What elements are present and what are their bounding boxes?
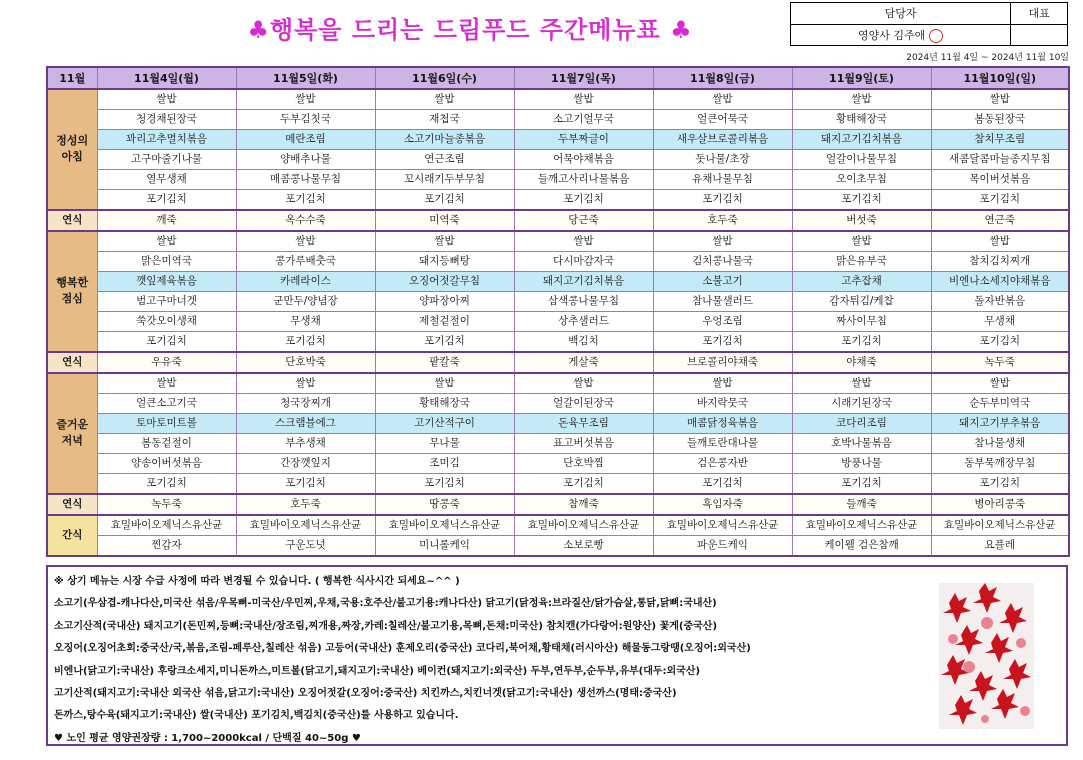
menu-item: 포기김치 bbox=[97, 331, 236, 352]
menu-item: 쌀밥 bbox=[653, 89, 792, 110]
menu-item: 쌀밥 bbox=[375, 373, 514, 394]
breakfast-soft-food-row bbox=[47, 210, 1069, 231]
menu-item: 무나물 bbox=[375, 433, 514, 453]
menu-item: 쌀밥 bbox=[236, 231, 375, 252]
soft-food-item: 땅콩죽 bbox=[375, 494, 514, 515]
menu-item: 열무생채 bbox=[97, 169, 236, 189]
menu-item: 돗나물/초장 bbox=[653, 149, 792, 169]
breakfast-label bbox=[47, 89, 97, 210]
menu-item: 비엔나소세지야채볶음 bbox=[931, 271, 1069, 291]
snack-item: 미니롤케익 bbox=[375, 535, 514, 556]
dinner-soft-food-row bbox=[47, 494, 1069, 515]
menu-item: 맑은미역국 bbox=[97, 251, 236, 271]
menu-item: 고기산적구이 bbox=[375, 413, 514, 433]
menu-item: 새우살브로콜리볶음 bbox=[653, 129, 792, 149]
menu-item: 제철겉절이 bbox=[375, 311, 514, 331]
lunch-row bbox=[47, 311, 1069, 331]
menu-item: 소불고기 bbox=[653, 271, 792, 291]
note-line: 소고기산적(국내산) 돼지고기(돈민찌,등뼈:국내산/장조림,찌개용,짜장,카레:칠레산/불고기용,목뼈,돈채:미국산) 참치캔(가다랑어:원양산) 꽃게(중국산) bbox=[54, 620, 718, 632]
menu-header-row bbox=[47, 67, 1069, 89]
menu-item: 양송이버섯볶음 bbox=[97, 453, 236, 473]
menu-item: 바지락뭇국 bbox=[653, 393, 792, 413]
note-line: 소고기(우삼겹-캐나다산,미국산 섞음/우목뼈-미국산/우민찌,우채,국용:호주산/불고기용:캐나다산) 닭고기(닭정육:브라질산/닭가슴살,통닭,닭뼈:국내산) bbox=[54, 598, 717, 610]
menu-item: 쌀밥 bbox=[97, 89, 236, 110]
day-header: 11월10일(일) bbox=[931, 67, 1069, 89]
dinner-row bbox=[47, 453, 1069, 473]
menu-item: 포기김치 bbox=[792, 331, 931, 352]
breakfast-label-line1: 정성의 bbox=[56, 134, 89, 148]
menu-item: 쌀밥 bbox=[792, 89, 931, 110]
menu-item: 목이버섯볶음 bbox=[931, 169, 1069, 189]
snack-item: 효밀바이오제닉스유산균 bbox=[375, 515, 514, 536]
maple-leaves-image bbox=[939, 583, 1034, 729]
menu-item: 카레라이스 bbox=[236, 271, 375, 291]
menu-item: 메란조림 bbox=[236, 129, 375, 149]
soft-food-label: 연식 bbox=[47, 210, 97, 231]
menu-item: 돼지고기김치볶음 bbox=[514, 271, 653, 291]
menu-item: 포기김치 bbox=[931, 331, 1069, 352]
menu-item: 조미김 bbox=[375, 453, 514, 473]
menu-item: 청경채된장국 bbox=[97, 110, 236, 130]
soft-food-item: 팥칼죽 bbox=[375, 352, 514, 373]
menu-item: 부추생채 bbox=[236, 433, 375, 453]
menu-item: 포기김치 bbox=[514, 473, 653, 494]
menu-item: 김치콩나물국 bbox=[653, 251, 792, 271]
dinner-row bbox=[47, 473, 1069, 494]
menu-item: 두부김칫국 bbox=[236, 110, 375, 130]
breakfast-row bbox=[47, 189, 1069, 210]
day-header: 11월4일(월) bbox=[97, 67, 236, 89]
soft-food-item: 들깨죽 bbox=[792, 494, 931, 515]
menu-item: 호박나물볶음 bbox=[792, 433, 931, 453]
menu-item: 재첩국 bbox=[375, 110, 514, 130]
menu-item: 코다리조림 bbox=[792, 413, 931, 433]
menu-item: 포기김치 bbox=[792, 473, 931, 494]
menu-item: 쌀밥 bbox=[792, 373, 931, 394]
approval-header-staff: 담당자 bbox=[791, 3, 1011, 25]
note-line: ※ 상기 메뉴는 시장 수급 사정에 따라 변경될 수 있습니다. ( 행복한 식사시간 되세요~^^ ) bbox=[54, 576, 460, 587]
day-header: 11월9일(토) bbox=[792, 67, 931, 89]
day-header: 11월5일(화) bbox=[236, 67, 375, 89]
soft-food-label: 연식 bbox=[47, 494, 97, 515]
menu-item: 쌀밥 bbox=[792, 231, 931, 252]
menu-item: 포기김치 bbox=[514, 189, 653, 210]
soft-food-item: 브로콜리야채죽 bbox=[653, 352, 792, 373]
menu-item: 봄동된장국 bbox=[931, 110, 1069, 130]
menu-item: 포기김치 bbox=[375, 473, 514, 494]
dinner-label bbox=[47, 373, 97, 494]
menu-item: 포기김치 bbox=[931, 189, 1069, 210]
soft-food-item: 녹두죽 bbox=[97, 494, 236, 515]
soft-food-item: 호두죽 bbox=[653, 210, 792, 231]
menu-item: 상추샐러드 bbox=[514, 311, 653, 331]
snack-item: 구운도넛 bbox=[236, 535, 375, 556]
menu-item: 포기김치 bbox=[236, 189, 375, 210]
breakfast-row bbox=[47, 110, 1069, 130]
menu-item: 참나물생채 bbox=[931, 433, 1069, 453]
menu-item: 다시마감자국 bbox=[514, 251, 653, 271]
seal-stamp-icon bbox=[929, 29, 943, 43]
soft-food-item: 흑임자죽 bbox=[653, 494, 792, 515]
breakfast-label-line2: 아침 bbox=[61, 150, 83, 164]
soft-food-item: 우유죽 bbox=[97, 352, 236, 373]
lunch-row bbox=[47, 231, 1069, 252]
menu-item: 새콤달콤마늘종지무침 bbox=[931, 149, 1069, 169]
menu-item: 소고기얼무국 bbox=[514, 110, 653, 130]
menu-item: 콩가루배춧국 bbox=[236, 251, 375, 271]
menu-item: 고구마줄기나물 bbox=[97, 149, 236, 169]
menu-item: 표고버섯볶음 bbox=[514, 433, 653, 453]
menu-item: 매콤콩나물무침 bbox=[236, 169, 375, 189]
note-line: 오징어(오징어초회:중국산/국,볶음,조림-페루산,칠레산 섞음) 고등어(국내산) 훈제오리(중국산) 코다리,북어채,황태채(러시아산) 해물동그랑땡(오징어:외국산) bbox=[54, 643, 751, 655]
dinner-row bbox=[47, 433, 1069, 453]
snack-row bbox=[47, 535, 1069, 556]
menu-item: 봄동겉절이 bbox=[97, 433, 236, 453]
menu-item: 포기김치 bbox=[653, 189, 792, 210]
menu-item: 깻잎제육볶음 bbox=[97, 271, 236, 291]
menu-item: 들깨토란대나물 bbox=[653, 433, 792, 453]
snack-item: 요플레 bbox=[931, 535, 1069, 556]
menu-item: 참치김치찌개 bbox=[931, 251, 1069, 271]
menu-item: 군만두/양념장 bbox=[236, 291, 375, 311]
menu-item: 쌀밥 bbox=[653, 231, 792, 252]
date-range: 2024년 11월 4일 ~ 2024년 11월 10일 bbox=[906, 53, 1069, 63]
snack-item: 효밀바이오제닉스유산균 bbox=[97, 515, 236, 536]
menu-item: 쌀밥 bbox=[931, 373, 1069, 394]
menu-item: 우엉조림 bbox=[653, 311, 792, 331]
notes-box bbox=[46, 565, 1068, 746]
dinner-row bbox=[47, 413, 1069, 433]
menu-item: 포기김치 bbox=[375, 331, 514, 352]
menu-item: 쌀밥 bbox=[514, 231, 653, 252]
breakfast-row bbox=[47, 89, 1069, 110]
menu-item: 오이초무침 bbox=[792, 169, 931, 189]
menu-item: 포기김치 bbox=[792, 189, 931, 210]
menu-item: 포기김치 bbox=[236, 473, 375, 494]
menu-item: 포기김치 bbox=[236, 331, 375, 352]
soft-food-item: 단호박죽 bbox=[236, 352, 375, 373]
menu-item: 검은콩자반 bbox=[653, 453, 792, 473]
approval-ceo-cell bbox=[1011, 24, 1068, 46]
soft-food-item: 미역죽 bbox=[375, 210, 514, 231]
menu-item: 돼지고기부추볶음 bbox=[931, 413, 1069, 433]
dietitian-name: 영양사 김주애 bbox=[857, 28, 926, 42]
note-line: 돈까스,탕수육(돼지고기:국내산) 쌀(국내산) 포기김치,백김치(중국산)를 사용하고 있습니다. bbox=[54, 710, 459, 722]
soft-food-item: 연근죽 bbox=[931, 210, 1069, 231]
menu-item: 쌀밥 bbox=[514, 89, 653, 110]
menu-item: 간장깻잎지 bbox=[236, 453, 375, 473]
lunch-row bbox=[47, 271, 1069, 291]
menu-item: 쌀밥 bbox=[653, 373, 792, 394]
menu-item: 오징어젓갈무침 bbox=[375, 271, 514, 291]
lunch-label bbox=[47, 231, 97, 352]
menu-item: 양배추나물 bbox=[236, 149, 375, 169]
lunch-row bbox=[47, 291, 1069, 311]
snack-item: 효밀바이오제닉스유산균 bbox=[792, 515, 931, 536]
menu-item: 짜사이무침 bbox=[792, 311, 931, 331]
menu-item: 시래기된장국 bbox=[792, 393, 931, 413]
snack-label: 간식 bbox=[47, 515, 97, 556]
note-line: 고기산적(돼지고기:국내산 외국산 섞음,닭고기:국내산) 오징어젓갈(오징어:중국산) 치킨까스,치킨너겟(닭고기:국내산) 생선까스(명태:중국산) bbox=[54, 688, 677, 700]
lunch-label-line2: 점심 bbox=[61, 292, 83, 306]
snack-item: 효밀바이오제닉스유산균 bbox=[931, 515, 1069, 536]
day-header: 11월7일(목) bbox=[514, 67, 653, 89]
soft-food-item: 당근죽 bbox=[514, 210, 653, 231]
menu-item: 쌀밥 bbox=[236, 373, 375, 394]
month-header: 11월 bbox=[47, 67, 97, 89]
menu-item: 방풍나물 bbox=[792, 453, 931, 473]
menu-item: 쌀밥 bbox=[514, 373, 653, 394]
menu-item: 쌀밥 bbox=[931, 231, 1069, 252]
approval-header-ceo: 대표 bbox=[1011, 3, 1068, 25]
breakfast-row bbox=[47, 169, 1069, 189]
dinner-row bbox=[47, 393, 1069, 413]
approval-box bbox=[790, 2, 1068, 46]
menu-item: 맑은유부국 bbox=[792, 251, 931, 271]
menu-item: 소고기마늘종볶음 bbox=[375, 129, 514, 149]
menu-item: 포기김치 bbox=[375, 189, 514, 210]
snack-item: 효밀바이오제닉스유산균 bbox=[653, 515, 792, 536]
menu-item: 꽈리고추멸치볶음 bbox=[97, 129, 236, 149]
snack-item: 찐감자 bbox=[97, 535, 236, 556]
menu-item: 쌀밥 bbox=[97, 373, 236, 394]
menu-item: 참나물샐러드 bbox=[653, 291, 792, 311]
menu-item: 참치무조림 bbox=[931, 129, 1069, 149]
menu-item: 감자튀김/케찹 bbox=[792, 291, 931, 311]
soft-food-label: 연식 bbox=[47, 352, 97, 373]
snack-item: 케이웰 검은참깨 bbox=[792, 535, 931, 556]
dinner-label-line2: 저녁 bbox=[61, 434, 83, 448]
soft-food-item: 버섯죽 bbox=[792, 210, 931, 231]
menu-item: 쑥갓오이생채 bbox=[97, 311, 236, 331]
lunch-row bbox=[47, 251, 1069, 271]
menu-item: 쌀밥 bbox=[375, 231, 514, 252]
menu-item: 백김치 bbox=[514, 331, 653, 352]
menu-item: 포기김치 bbox=[931, 473, 1069, 494]
menu-item: 돈육무조림 bbox=[514, 413, 653, 433]
snack-item: 효밀바이오제닉스유산균 bbox=[236, 515, 375, 536]
menu-item: 돼지등뼈탕 bbox=[375, 251, 514, 271]
approval-staff-cell bbox=[791, 24, 1011, 46]
menu-item: 매콤닭정육볶음 bbox=[653, 413, 792, 433]
day-header: 11월6일(수) bbox=[375, 67, 514, 89]
menu-item: 포기김치 bbox=[653, 473, 792, 494]
menu-item: 들깨고사리나물볶음 bbox=[514, 169, 653, 189]
menu-item: 무생채 bbox=[931, 311, 1069, 331]
dinner-label-line1: 즐거운 bbox=[56, 418, 89, 432]
menu-item: 얼갈이나물무침 bbox=[792, 149, 931, 169]
menu-item: 양파장아찌 bbox=[375, 291, 514, 311]
snack-row bbox=[47, 515, 1069, 536]
soft-food-item: 병아리콩죽 bbox=[931, 494, 1069, 515]
soft-food-item: 옥수수죽 bbox=[236, 210, 375, 231]
menu-item: 얼큰어묵국 bbox=[653, 110, 792, 130]
soft-food-item: 호두죽 bbox=[236, 494, 375, 515]
menu-item: 포기김치 bbox=[97, 473, 236, 494]
lunch-soft-food-row bbox=[47, 352, 1069, 373]
menu-item: 포기김치 bbox=[97, 189, 236, 210]
soft-food-item: 참깨죽 bbox=[514, 494, 653, 515]
menu-item: 순두부미역국 bbox=[931, 393, 1069, 413]
menu-item: 유채나물무침 bbox=[653, 169, 792, 189]
menu-item: 황태해장국 bbox=[792, 110, 931, 130]
soft-food-item: 녹두죽 bbox=[931, 352, 1069, 373]
menu-item: 연근조림 bbox=[375, 149, 514, 169]
menu-item: 두부짜글이 bbox=[514, 129, 653, 149]
menu-item: 얼갈이된장국 bbox=[514, 393, 653, 413]
lunch-label-line1: 행복한 bbox=[56, 276, 89, 290]
soft-food-item: 야채죽 bbox=[792, 352, 931, 373]
menu-item: 스크램블에그 bbox=[236, 413, 375, 433]
menu-item: 청국장찌개 bbox=[236, 393, 375, 413]
menu-item: 동부묵깨장무침 bbox=[931, 453, 1069, 473]
menu-item: 쌀밥 bbox=[931, 89, 1069, 110]
menu-item: 꼬시래기두부무침 bbox=[375, 169, 514, 189]
menu-item: 포기김치 bbox=[653, 331, 792, 352]
menu-item: 어묵야채볶음 bbox=[514, 149, 653, 169]
menu-item: 고추잡채 bbox=[792, 271, 931, 291]
dinner-row bbox=[47, 373, 1069, 394]
lunch-row bbox=[47, 331, 1069, 352]
menu-item: 황태해장국 bbox=[375, 393, 514, 413]
menu-item: 쌀밥 bbox=[236, 89, 375, 110]
snack-item: 효밀바이오제닉스유산균 bbox=[514, 515, 653, 536]
menu-item: 단호박찜 bbox=[514, 453, 653, 473]
menu-item: 무생채 bbox=[236, 311, 375, 331]
soft-food-item: 깨죽 bbox=[97, 210, 236, 231]
note-line: 비엔나(닭고기:국내산) 후랑크소세지,미니돈까스,미트볼(닭고기,돼지고기:국내산) 베이컨(돼지고기:외국산) 두부,연두부,순두부,유부(대두:외국산) bbox=[54, 665, 701, 677]
breakfast-row bbox=[47, 129, 1069, 149]
snack-item: 파운드케익 bbox=[653, 535, 792, 556]
menu-item: 삼색콩나물무침 bbox=[514, 291, 653, 311]
menu-item: 쌀밥 bbox=[97, 231, 236, 252]
menu-item: 얼큰소고기국 bbox=[97, 393, 236, 413]
menu-item: 돼지고기김치볶음 bbox=[792, 129, 931, 149]
breakfast-row bbox=[47, 149, 1069, 169]
menu-item: 돌자반볶음 bbox=[931, 291, 1069, 311]
note-line: ♥ 노인 평균 영양권장량 : 1,700~2000kcal / 단백질 40~50g ♥ bbox=[54, 732, 361, 744]
menu-item: 쌀밥 bbox=[375, 89, 514, 110]
soft-food-item: 게살죽 bbox=[514, 352, 653, 373]
weekly-menu-table bbox=[46, 66, 1070, 557]
page-title: ♣행복을 드리는 드림푸드 주간메뉴표 ♣ bbox=[247, 16, 693, 44]
day-header: 11월8일(금) bbox=[653, 67, 792, 89]
menu-item: 토마토미트볼 bbox=[97, 413, 236, 433]
snack-item: 소보로빵 bbox=[514, 535, 653, 556]
menu-item: 범고구마너겟 bbox=[97, 291, 236, 311]
